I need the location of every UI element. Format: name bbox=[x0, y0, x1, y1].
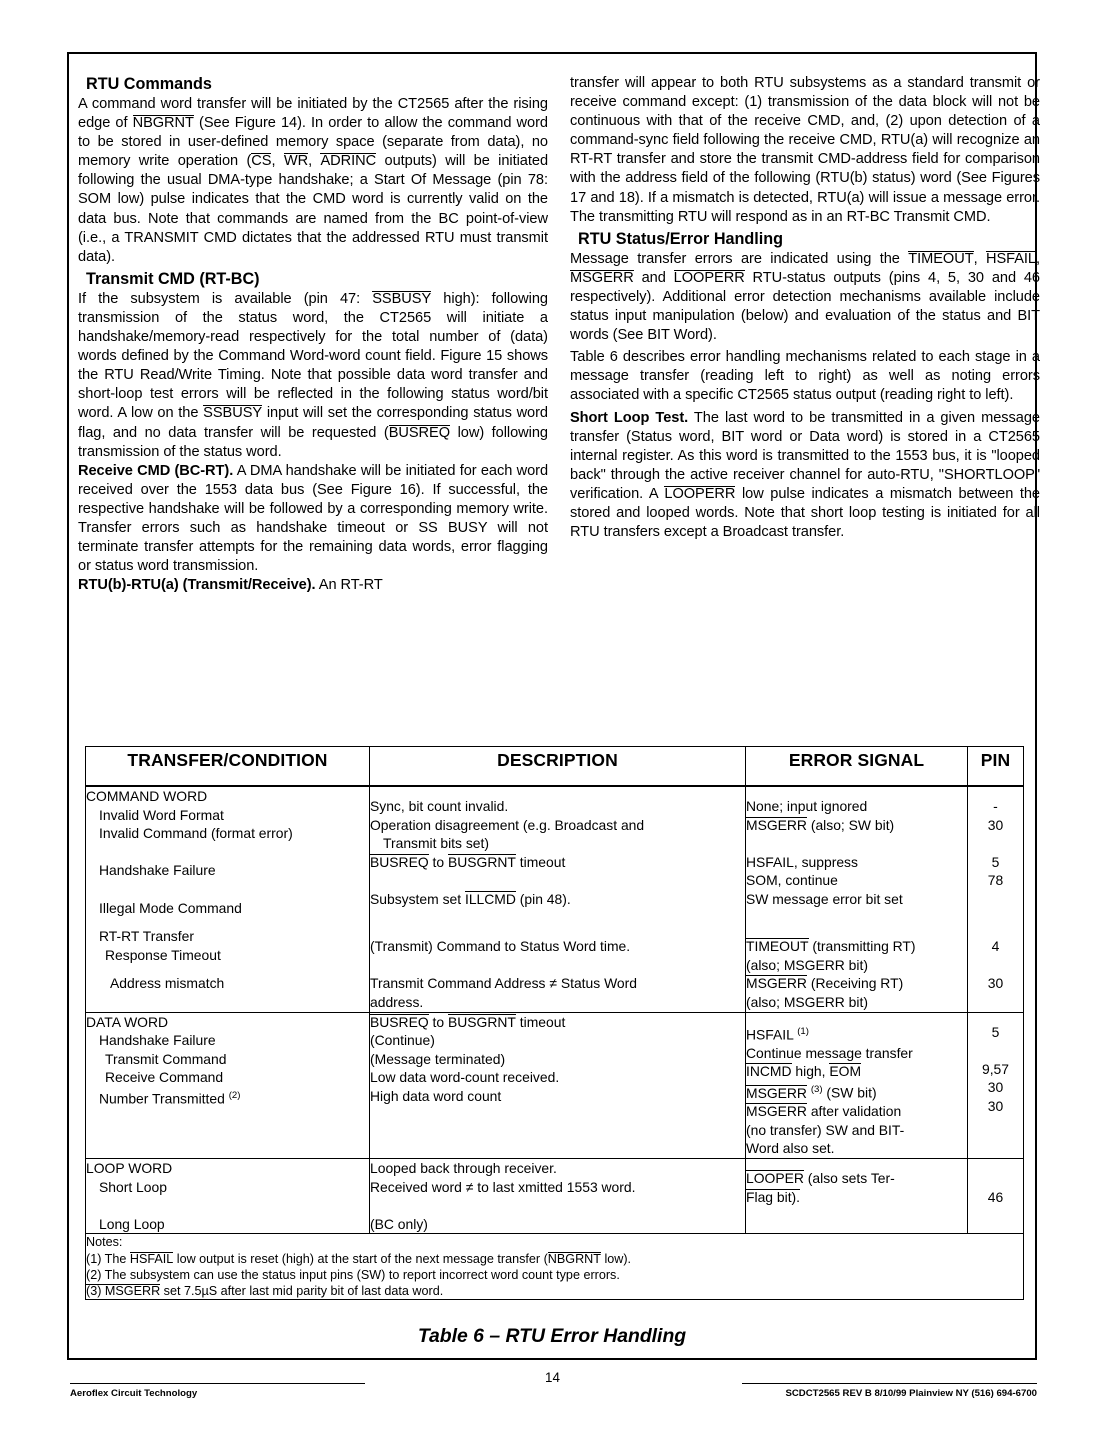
left-column bbox=[78, 74, 548, 595]
text-run: A command word transfer will be initiated by the CT2565 after the rising edge of bbox=[78, 96, 548, 132]
error-line-msgerr-sw bbox=[746, 1081, 967, 1102]
cell-notes bbox=[86, 1234, 1024, 1300]
description-line: Operation disagreement (e.g. Broadcast and bbox=[370, 816, 645, 833]
row-title: DATA WORD bbox=[86, 1013, 169, 1030]
description-line: (Continue) bbox=[370, 1032, 435, 1049]
overline-ssbusy-2: SSBUSY bbox=[203, 405, 263, 422]
text-run: outputs) will be initiated following the usual DMA-type handshake; a Start Of Message (pin 78: SOM low) pulse indicates that the CMD word is currently valid on the data bus. Note that commands are named from the BC point-of-view (i.e., a TRANSMIT CMD dictates that the addressed RTU must transmit data). bbox=[78, 153, 549, 265]
condition-line-number-transmitted bbox=[86, 1087, 369, 1108]
text-run: , bbox=[1035, 250, 1040, 267]
overline-busreq: BUSREQ bbox=[370, 853, 429, 870]
heading-transmit-cmd: Transmit CMD (RT-BC) bbox=[86, 269, 260, 288]
pin-value: 30 bbox=[987, 975, 1004, 992]
text-run: (also; SW bit) bbox=[806, 816, 895, 833]
spacer bbox=[86, 917, 369, 927]
error-line: Continue message transfer bbox=[746, 1044, 913, 1061]
spacer bbox=[370, 927, 745, 937]
heading-rtu-commands: RTU Commands bbox=[86, 75, 212, 93]
text-run: , bbox=[973, 250, 986, 267]
spacer bbox=[86, 880, 369, 899]
overline-looperr-2: LOOPERR bbox=[664, 485, 736, 502]
page-number: 14 bbox=[545, 1370, 560, 1385]
text-run: (transmitting RT) bbox=[808, 938, 916, 955]
text-run: Message transfer errors are indicated using the bbox=[570, 250, 909, 267]
spacer bbox=[370, 956, 745, 975]
text-run: low pulse indicates a mismatch between the stored and looped words. Note that short loop testing is initiated for all RTU transfers except a Broadcast transfer. bbox=[570, 485, 1040, 541]
condition-line: Invalid Word Format bbox=[99, 806, 224, 823]
column-header-transfer-condition: TRANSFER/CONDITION bbox=[86, 747, 370, 787]
text-run: set 7.5µS after last mid parity bit of last data word. bbox=[160, 1283, 444, 1298]
pin-value: 4 bbox=[991, 938, 1000, 955]
condition-line: Illegal Mode Command bbox=[99, 899, 242, 916]
cell-error-signal-command-word bbox=[746, 786, 968, 1012]
error-line: None; input ignored bbox=[746, 798, 868, 814]
spacer bbox=[370, 871, 745, 890]
overline-nbgrnt: NBGRNT bbox=[132, 115, 194, 132]
description-line: Sync, bit count invalid. bbox=[370, 798, 509, 814]
rtu-error-handling-table bbox=[85, 746, 1024, 1300]
spacer bbox=[86, 843, 369, 862]
spacer bbox=[968, 1041, 1023, 1060]
error-line: SOM, continue bbox=[746, 872, 838, 889]
error-line-flag-bit bbox=[746, 1188, 967, 1207]
text-run: low). bbox=[600, 1251, 632, 1266]
overline-adrinc: ADRINC bbox=[320, 153, 377, 170]
spacer bbox=[968, 1159, 1023, 1178]
row-title: COMMAND WORD bbox=[86, 788, 208, 804]
table-header-row bbox=[86, 747, 1024, 787]
paragraph-transmit-cmd bbox=[78, 290, 548, 462]
overline-looperr: LOOPERR bbox=[673, 269, 745, 286]
overline-wr: WR bbox=[283, 153, 309, 170]
cell-description-command-word bbox=[370, 786, 746, 1012]
overline-timeout: TIMEOUT bbox=[746, 938, 809, 955]
table-row-notes bbox=[86, 1234, 1024, 1300]
error-line: HSFAIL, suppress bbox=[746, 853, 858, 870]
column-header-pin: PIN bbox=[968, 747, 1024, 787]
spacer bbox=[86, 1196, 369, 1215]
text-run: A DMA handshake will be initiated for each word received over the 1553 data bus (See Figure 16). If successful, the respective handshake will be followed by a corresponding memory write. Transfer errors such as handshake timeout or SS BUSY will not terminate transfer attempts for the remaining data words, error flagging or status word transmission. bbox=[78, 462, 549, 575]
spacer bbox=[968, 927, 1023, 937]
text-run: high): following transmission of the status word, the CT2565 will initiate a handshake/memory-read respectively for the total number of (data) words defined by the Command Word-word count field. Figure 15 shows the RTU Read/Write Timing. Note that possible data word transfer and short-loop test errors will be reflected in the following status word/bit word. A low on the bbox=[78, 290, 548, 422]
text-run: low output is reset (high) at the start of the next message transfer ( bbox=[173, 1251, 548, 1266]
paragraph-receive-cmd bbox=[78, 462, 548, 577]
spacer bbox=[968, 787, 1023, 797]
condition-line: Handshake Failure bbox=[99, 862, 216, 879]
text-run: (Receiving RT) bbox=[806, 975, 904, 992]
paragraph-rtu-b-rtu-a bbox=[78, 576, 548, 595]
text-run: An RT-RT bbox=[315, 577, 383, 594]
cell-pin-data-word bbox=[968, 1012, 1024, 1158]
text-run: (SW bit) bbox=[822, 1084, 877, 1101]
footnote-marker: (1) bbox=[797, 1025, 809, 1037]
spacer bbox=[86, 964, 369, 974]
error-line-hsfail bbox=[746, 1023, 967, 1044]
description-line: Looped back through receiver. bbox=[370, 1159, 557, 1176]
overline-illcmd: ILLCMD bbox=[464, 890, 516, 907]
text-run: to bbox=[428, 1013, 448, 1030]
overline-looper: LOOPER bbox=[746, 1169, 804, 1186]
condition-line: Handshake Failure bbox=[99, 1032, 216, 1049]
table-row-data-word bbox=[86, 1012, 1024, 1158]
text-run: (also sets Ter- bbox=[803, 1169, 895, 1186]
error-line-msgerr bbox=[746, 816, 967, 835]
column-header-description: DESCRIPTION bbox=[370, 747, 746, 787]
error-line: (no transfer) SW and BIT- bbox=[746, 1121, 905, 1138]
cell-pin-loop-word bbox=[968, 1158, 1024, 1233]
condition-line: Address mismatch bbox=[110, 975, 225, 992]
condition-line: Transmit Command bbox=[105, 1050, 227, 1067]
spacer bbox=[370, 787, 745, 797]
heading-status-error-handling: RTU Status/Error Handling bbox=[578, 229, 784, 248]
error-line: SW message error bit set bbox=[746, 890, 903, 907]
spacer bbox=[746, 787, 967, 797]
description-line-handshake bbox=[370, 853, 745, 872]
footer-company: Aeroflex Circuit Technology bbox=[70, 1388, 198, 1399]
overline-incmd: INCMD bbox=[746, 1063, 792, 1080]
cell-condition-data-word bbox=[86, 1012, 370, 1158]
text-run: RTU-status outputs (pins 4, 5, 30 and 46 respectively). Additional error detection mechanisms available include status input manipulation (below) and evaluation of the status and BIT words (See BIT Word). bbox=[570, 269, 1040, 344]
overline-msgerr: (3) MSGERR bbox=[86, 1283, 161, 1298]
pin-value: 5 bbox=[991, 1023, 1000, 1040]
paragraph-table6-description: Table 6 describes error handling mechanisms related to each stage in a message transfer (reading left to right) as well as noting errors associated with a specific CT2565 status output (reading right to left). bbox=[570, 349, 1040, 404]
overline-msgerr: MSGERR bbox=[746, 1103, 807, 1120]
text-run: If the subsystem is available (pin 47: bbox=[78, 290, 373, 307]
overline-msgerr: MSGERR bbox=[746, 1084, 807, 1101]
text-run: high, bbox=[791, 1063, 830, 1080]
column-header-error-signal: ERROR SIGNAL bbox=[746, 747, 968, 787]
spacer bbox=[968, 956, 1023, 975]
spacer bbox=[968, 909, 1023, 928]
text-run: and bbox=[633, 269, 674, 286]
overline-busreq: BUSREQ bbox=[370, 1013, 429, 1030]
notes-title: Notes: bbox=[86, 1235, 123, 1250]
spacer bbox=[968, 1178, 1023, 1188]
description-line: Low data word-count received. bbox=[370, 1069, 560, 1086]
table-row-loop-word bbox=[86, 1158, 1024, 1233]
overline-msgerr: MSGERR bbox=[570, 269, 634, 286]
overline-cs: CS bbox=[251, 153, 272, 170]
cell-condition-command-word bbox=[86, 786, 370, 1012]
description-line: address. bbox=[370, 993, 424, 1010]
footnote-marker: (3) bbox=[810, 1083, 823, 1095]
spacer bbox=[968, 890, 1023, 909]
overline-eom: EOM bbox=[829, 1063, 862, 1080]
footer-docref: SCDCT2565 REV B 8/10/99 Plainview NY (516) 694-6700 bbox=[785, 1388, 1037, 1399]
text-run: timeout bbox=[515, 1013, 566, 1030]
text-run: Subsystem set bbox=[370, 890, 465, 907]
pin-value: 30 bbox=[987, 1097, 1004, 1114]
description-line-illcmd bbox=[370, 890, 745, 909]
condition-line: Response Timeout bbox=[105, 946, 221, 963]
pin-value: 46 bbox=[987, 1188, 1004, 1205]
text-run: timeout bbox=[515, 853, 566, 870]
description-line-handshake bbox=[370, 1013, 745, 1032]
spacer bbox=[746, 927, 967, 937]
condition-line: Receive Command bbox=[105, 1069, 224, 1086]
note-3 bbox=[86, 1283, 1023, 1299]
text-run: input will set the corresponding status word flag, and no data transfer will be requested ( bbox=[78, 405, 548, 441]
text-run: low) following transmission of the status word. bbox=[78, 424, 548, 460]
cell-pin-command-word bbox=[968, 786, 1024, 1012]
description-line: High data word count bbox=[370, 1087, 502, 1104]
overline-ssbusy-1: SSBUSY bbox=[372, 290, 432, 307]
pin-value: 5 bbox=[991, 853, 1000, 870]
lead-short-loop-test: Short Loop Test. bbox=[570, 409, 689, 426]
spacer bbox=[968, 834, 1023, 853]
spacer bbox=[746, 1013, 967, 1023]
condition-line: Invalid Command (format error) bbox=[99, 825, 293, 842]
paragraph-rtrt-continued: transfer will appear to both RTU subsystems as a standard transmit or receive command except: (1) transmission of the data block will not be continuous with that of the receive CMD, and, (2) upon detection of a command-sync field following the receive CMD, RTU(a) will recognize an RT-RT transfer and store the transmit CMD-address field for comparison with the address field of the following (RTU(b) status) word (See Figures 17 and 18). If a mismatch is detected, RTU(a) will issue a message error. The transmitting RTU will respond as in an RT-BC Transmit CMD. bbox=[570, 75, 1040, 225]
table-row-command-word bbox=[86, 786, 1024, 1012]
cell-error-signal-loop-word bbox=[746, 1158, 968, 1233]
pin-value: 9,57 bbox=[981, 1060, 1010, 1077]
error-line-msgerr-rx bbox=[746, 974, 967, 993]
table-caption: Table 6 – RTU Error Handling bbox=[417, 1325, 687, 1347]
cell-error-signal-data-word bbox=[746, 1012, 968, 1158]
condition-line: Short Loop bbox=[99, 1178, 167, 1195]
overline-busreq: BUSREQ bbox=[388, 424, 451, 441]
right-column bbox=[570, 74, 1040, 595]
text-run: (1) The bbox=[86, 1251, 130, 1266]
paragraph-short-loop-test bbox=[570, 409, 1040, 543]
lead-receive-cmd: Receive CMD (BC-RT). bbox=[78, 462, 234, 479]
description-line: (BC only) bbox=[370, 1215, 428, 1232]
body-columns bbox=[78, 74, 1040, 595]
overline-msgerr: MSGERR bbox=[746, 975, 807, 992]
spacer bbox=[746, 834, 967, 853]
overline-busgrnt: BUSGRNT bbox=[447, 853, 516, 870]
description-line: (Message terminated) bbox=[370, 1050, 506, 1067]
pin-value: 30 bbox=[987, 816, 1004, 833]
error-line-timeout bbox=[746, 937, 967, 956]
error-line-looper bbox=[746, 1169, 967, 1188]
overline-nbgrnt: NBGRNT bbox=[547, 1251, 601, 1266]
cell-description-loop-word bbox=[370, 1158, 746, 1233]
spacer bbox=[746, 1159, 967, 1169]
overline-hsfail: HSFAIL bbox=[129, 1251, 174, 1266]
text-run: (See Figure 14). In order to allow the command word to be stored in user-defined memory space (separate from data), no memory write operation ( bbox=[78, 115, 548, 170]
overline-timeout: TIMEOUT bbox=[908, 250, 974, 267]
text-run: Number Transmitted bbox=[99, 1090, 225, 1107]
pin-value: - bbox=[993, 798, 998, 814]
description-line: Received word ≠ to last xmitted 1553 word. bbox=[370, 1178, 636, 1195]
text-run: (pin 48). bbox=[515, 890, 571, 907]
overline-flag-bit: Flag bit). bbox=[746, 1188, 801, 1205]
row-title: LOOP WORD bbox=[86, 1159, 173, 1176]
footer-right-rule bbox=[742, 1383, 1037, 1384]
text-run: The last word to be transmitted in a given message transfer (Status word, BIT word or Data word) is stored in a CT2565 internal register. As this word is transmitted to the 1553 bus, it is "looped back" through the active receiver channel for auto-RTU, "SHORTLOOP" verification. A bbox=[570, 409, 1040, 502]
text-run: to bbox=[428, 853, 448, 870]
error-line: (also; MSGERR bit) bbox=[746, 993, 868, 1010]
spacer bbox=[370, 1196, 745, 1215]
note-1 bbox=[86, 1251, 1023, 1267]
overline-msgerr: MSGERR bbox=[746, 816, 807, 833]
condition-line: RT-RT Transfer bbox=[99, 928, 194, 945]
cell-condition-loop-word bbox=[86, 1158, 370, 1233]
text-run: , bbox=[271, 153, 284, 170]
lead-rtu-b-rtu-a: RTU(b)-RTU(a) (Transmit/Receive). bbox=[78, 577, 316, 594]
note-2: (2) The subsystem can use the status input pins (SW) to report incorrect word count type errors. bbox=[86, 1267, 620, 1282]
text-run: , bbox=[308, 153, 321, 170]
spacer bbox=[746, 909, 967, 928]
paragraph-rtu-commands bbox=[78, 95, 548, 267]
description-line: Transmit Command Address ≠ Status Word bbox=[370, 975, 638, 992]
error-line: (also; MSGERR bit) bbox=[746, 956, 868, 973]
overline-busgrnt: BUSGRNT bbox=[447, 1013, 516, 1030]
text-run: HSFAIL bbox=[746, 1026, 794, 1043]
pin-value: 78 bbox=[987, 872, 1004, 889]
pin-value: 30 bbox=[987, 1079, 1004, 1096]
description-line: (Transmit) Command to Status Word time. bbox=[370, 938, 631, 955]
text-run: after validation bbox=[806, 1103, 902, 1120]
spacer bbox=[968, 1013, 1023, 1023]
description-line: Transmit bits set) bbox=[383, 835, 489, 852]
table-6-wrapper bbox=[85, 746, 1019, 1300]
error-line-incmd bbox=[746, 1062, 967, 1081]
condition-line: Long Loop bbox=[99, 1215, 165, 1232]
error-line-msgerr-validation bbox=[746, 1102, 967, 1121]
footnote-marker: (2) bbox=[228, 1089, 241, 1101]
error-line: Word also set. bbox=[746, 1140, 835, 1157]
spacer bbox=[370, 909, 745, 928]
cell-description-data-word bbox=[370, 1012, 746, 1158]
paragraph-status-error bbox=[570, 250, 1040, 345]
overline-hsfail: HSFAIL bbox=[985, 250, 1036, 267]
